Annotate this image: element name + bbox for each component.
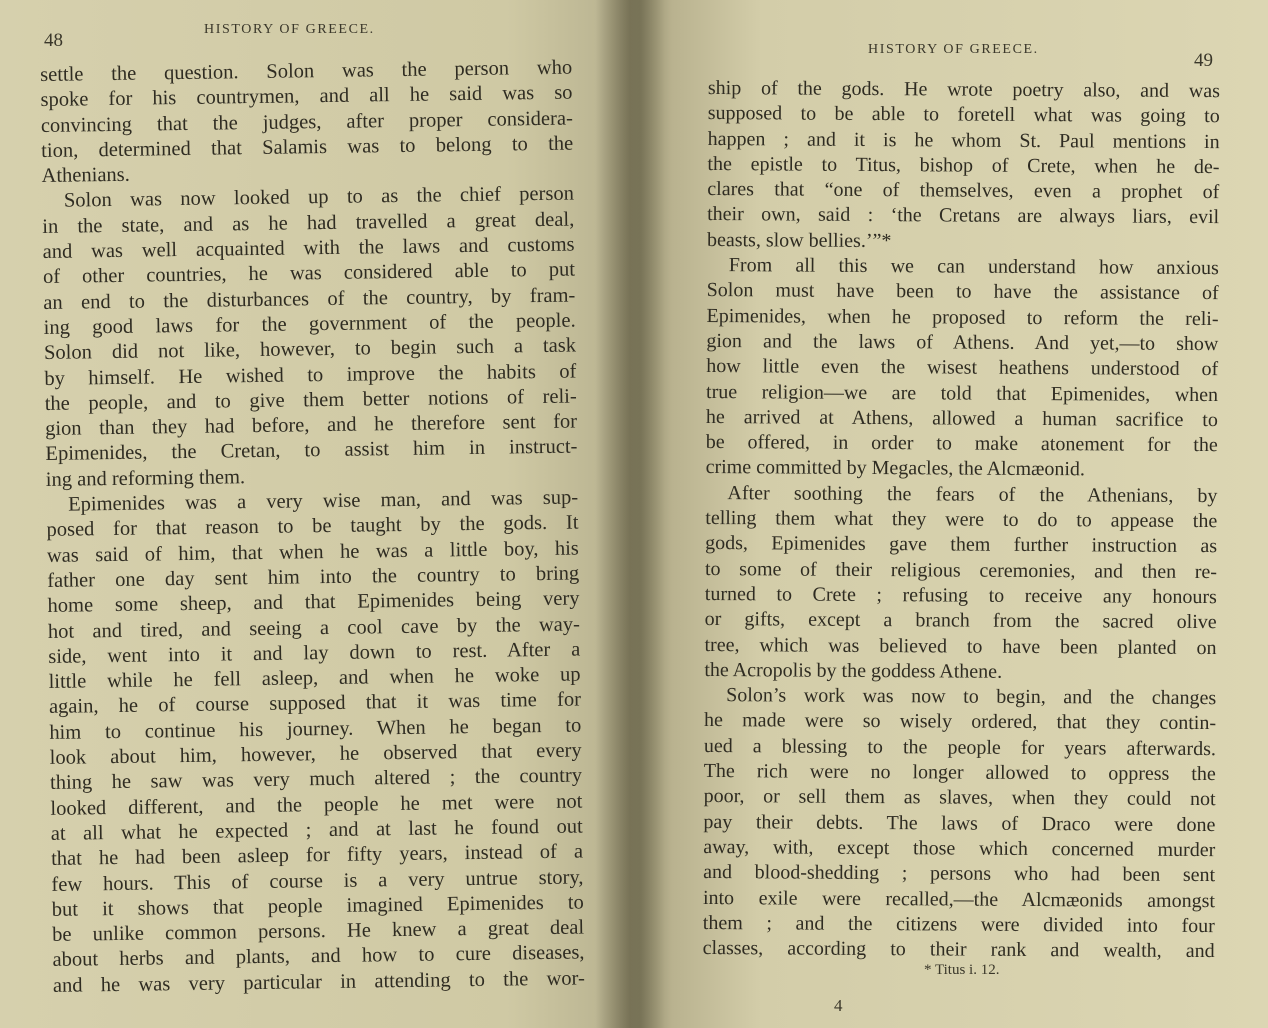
text-line: looked different, and the people he met were not [50,790,583,820]
text-line: and he was very particular in attending to the wor- [52,967,585,997]
text-line: in the state, and as he had travelled a great deal, [42,208,575,238]
text-line: to some of their religious ceremonies, and then re- [704,557,1218,583]
text-line: Solon was now looked up to as the chief person [63,183,575,213]
text-line: The rich were no longer allowed to oppress the [703,760,1216,786]
text-line: ing and reforming them. [45,465,246,491]
left-page [0,0,610,1028]
text-line: ing good laws for the government of the people. [43,309,576,339]
running-head: HISTORY OF GREECE. [204,22,375,37]
text-line: Solon must have been to have the assistance of [706,279,1219,305]
text-line: their own, said : ‘the Cretans are always liars, evil [707,203,1220,229]
text-line: beasts, slow bellies.’”* [706,228,892,252]
running-head: HISTORY OF GREECE. [868,42,1039,57]
text-line: Athenians. [41,163,130,188]
text-line: them ; and the citizens were divided into four [702,911,1215,937]
text-line: Epimenides was a very wise man, and was sup- [68,486,579,516]
text-line: that he had been asleep for fifty years, instead of a [50,840,584,871]
text-line: look about him, however, he observed that every [49,739,582,769]
text-line: him to continue his journey. When he began to [49,714,582,744]
text-line: into exile were recalled,—the Alcmæonids amongst [702,886,1216,912]
text-line: crime committed by Megacles, the Alcmæonid. [705,456,1086,481]
text-line: or gifts, except a branch from the sacred olive [704,608,1217,634]
body-text [40,56,585,999]
text-line: From all this we can understand how anxious [728,254,1219,280]
text-line: of other countries, he was considered able to put [42,258,576,289]
text-line: he arrived at Athens, allowed a human sacrifice to [705,405,1218,431]
text-line: gion and the laws of Athens. And yet,—to show [706,329,1219,356]
text-line: settle the question. Solon was the person who [40,56,573,86]
text-line: true religion—we are told that Epimenides, when [706,380,1219,406]
text-line: gion than they had before, and he therefore sent for [44,410,578,441]
text-line: an end to the disturbances of the country, by fram- [43,284,576,314]
text-line: few hours. This of course is a very untrue story, [51,865,584,896]
text-line: pay their debts. The laws of Draco were done [703,810,1216,836]
text-line: and was well acquainted with the laws and customs [42,233,575,264]
text-line: poor, or sell them as slaves, when they could not [703,785,1216,811]
text-line: the people, and to give them better notions of reli- [44,385,577,415]
page-number: 49 [1194,50,1213,71]
body-text [703,76,1220,965]
text-line: be unlike common persons. He knew a great deal [52,916,585,947]
right-page [640,0,1268,1028]
text-line: was said of him, that when he was a little boy, his [46,537,579,567]
text-line: supposed to be able to foretell what was going to [707,102,1220,128]
text-line: Solon’s work was now to begin, and the changes [726,684,1217,710]
text-line: happen ; and it is he whom St. Paul mentions in [707,127,1220,153]
text-line: Epimenides, the Cretan, to assist him in instruct- [45,435,578,466]
text-line: turned to Crete ; refusing to receive any honours [704,582,1217,609]
text-line: the Acropolis by the goddess Athene. [704,658,1003,683]
page-number: 48 [44,30,63,51]
text-line: posed for that reason to be taught by the gods. It [46,511,579,542]
text-line: home some sheep, and that Epimenides being very [47,587,580,618]
text-line: little while he fell asleep, and when he woke up [48,663,581,694]
text-line: classes, according to their rank and wealth, and [702,937,1215,963]
text-line: away, with, except those which concerned murder [703,835,1216,862]
text-line: Epimenides, when he proposed to reform the reli- [706,304,1219,330]
text-line: tree, which was believed to have been planted on [704,633,1217,659]
text-line: ship of the gods. He wrote poetry also, and was [707,76,1220,103]
text-line: After soothing the fears of the Athenians, by [727,481,1218,507]
text-line: side, went into it and lay down to rest. After a [48,638,581,668]
footnote: * Titus i. 12. [924,962,1000,978]
text-line: ued a blessing to the people for years afterwards. [703,734,1216,760]
text-line: clares that “one of themselves, even a prophet of [707,178,1220,204]
text-line: about herbs and plants, and how to cure diseases, [52,941,585,972]
text-line: Solon did not like, however, to begin such a task [43,334,577,365]
text-line: he made were so wisely ordered, that they contin- [703,709,1217,735]
text-line: thing he saw was very much altered ; the country [49,764,583,795]
text-line: again, he of course supposed that it was time for [48,688,582,719]
text-line: and blood-shedding ; persons who had been sent [703,861,1216,887]
text-line: convincing that the judges, after proper considera- [40,107,573,137]
text-line: but it shows that people imagined Epimenides to [51,891,584,921]
text-line: tion, determined that Salamis was to belong to the [41,132,574,162]
text-line: telling them what they were to do to appease the [705,507,1218,533]
text-line: by himself. He wished to improve the habits of [44,360,577,390]
text-line: be offered, in order to make atonement for the [705,431,1218,457]
text-line: spoke for his countrymen, and all he said was so [40,81,573,112]
text-line: gods, Epimenides gave them further instruction as [705,532,1218,558]
text-line: how little even the wisest heathens understood of [706,355,1219,381]
text-line: father one day sent him into the country to bring [47,562,580,592]
text-line: at all what he expected ; and at last he found out [50,815,583,845]
signature-mark: 4 [834,996,843,1015]
text-line: the epistle to Titus, bishop of Crete, when he de- [707,152,1220,179]
text-line: hot and tired, and seeing a cool cave by the way- [47,613,581,643]
